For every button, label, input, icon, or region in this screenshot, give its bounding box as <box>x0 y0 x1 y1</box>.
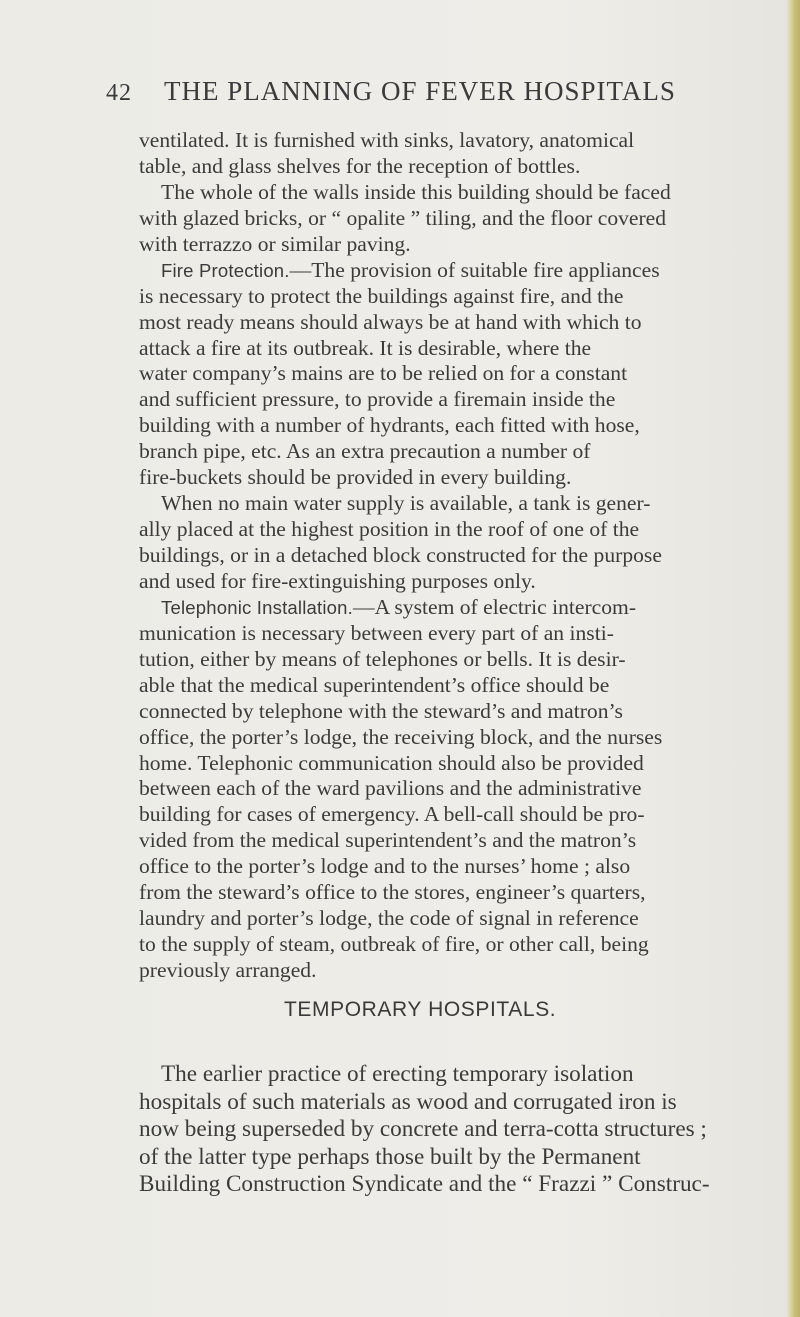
text-line: connected by telephone with the steward’s and matron’s <box>139 698 623 723</box>
text-line: previously arranged. <box>139 958 317 982</box>
paragraph-start: The whole of the walls inside this building should be faced <box>161 179 671 204</box>
text-line: office to the porter’s lodge and to the nurses’ home ; also <box>139 854 631 879</box>
text-line: between each of the ward pavilions and the administrative <box>139 776 642 801</box>
running-head <box>106 76 676 107</box>
text-line: to the supply of steam, outbreak of fire, or other call, being <box>139 932 649 957</box>
text-line: home. Telephonic communication should also be provided <box>139 750 644 775</box>
run-in-heading-telephonic-installation: Telephonic Installation. <box>161 596 353 618</box>
text-line: of the latter type perhaps those built by the Permanent <box>139 1143 641 1170</box>
text-line: munication is necessary between every part of an insti- <box>139 620 614 645</box>
text-line: Building Construction Syndicate and the “ Frazzi ” Construc- <box>139 1171 710 1198</box>
text-line: ventilated. It is furnished with sinks, lavatory, anatomical <box>139 128 635 152</box>
text-line: able that the medical superintendent’s office should be <box>139 672 610 697</box>
text-line: attack a fire at its outbreak. It is desirable, where the <box>139 335 592 360</box>
running-title: THE PLANNING OF FEVER HOSPITALS <box>164 76 676 106</box>
paragraph-start <box>139 258 789 284</box>
text-line: buildings, or in a detached block constructed for the purpose <box>139 543 662 567</box>
text-line: fire-buckets should be provided in every building. <box>139 465 572 490</box>
text-line: building for cases of emergency. A bell-call should be pro- <box>139 802 645 827</box>
text-line: and used for fire-extinguishing purposes only. <box>139 568 536 593</box>
run-in-heading-fire-protection: Fire Protection. <box>161 259 290 281</box>
text-line: with terrazzo or similar paving. <box>139 231 411 256</box>
text-line: vided from the medical superintendent’s and the matron’s <box>139 828 637 853</box>
paragraph-start <box>139 595 789 621</box>
text-line: laundry and porter’s lodge, the code of signal in reference <box>139 906 639 931</box>
text-line: office, the porter’s lodge, the receiving block, and the nurses <box>139 724 663 749</box>
page-number: 42 <box>106 80 132 106</box>
text-line: table, and glass shelves for the reception of bottles. <box>139 153 581 178</box>
text-line: with glazed bricks, or “ opalite ” tiling, and the floor covered <box>139 205 667 230</box>
text-line: is necessary to protect the buildings against fire, and the <box>139 283 624 308</box>
section-heading: TEMPORARY HOSPITALS. <box>284 998 557 1021</box>
text-line: from the steward’s office to the stores, engineer’s quarters, <box>139 880 646 905</box>
text-line: most ready means should always be at hand with which to <box>139 309 642 334</box>
text-line: ally placed at the highest position in the roof of one of the <box>139 517 640 542</box>
text-line: tution, either by means of telephones or bells. It is desir- <box>139 646 626 671</box>
text-line: hospitals of such materials as wood and corrugated iron is <box>139 1088 677 1115</box>
text-line: and sufficient pressure, to provide a firemain inside the <box>139 387 616 412</box>
section-text <box>139 1061 789 1199</box>
text-line: branch pipe, etc. As an extra precaution a number of <box>139 439 591 464</box>
text-line: now being superseded by concrete and terra-cotta structures ; <box>139 1116 707 1143</box>
body-text <box>139 128 789 984</box>
text-line: water company’s mains are to be relied on for a constant <box>139 361 628 386</box>
text-line: —The provision of suitable fire appliances <box>289 257 660 282</box>
text-line: building with a number of hydrants, each fitted with hose, <box>139 413 640 438</box>
text-line: —A system of electric intercom- <box>352 594 637 619</box>
paragraph-start: The earlier practice of erecting temporary isolation <box>161 1061 634 1087</box>
paragraph-start: When no main water supply is available, a tank is gener- <box>161 491 651 516</box>
